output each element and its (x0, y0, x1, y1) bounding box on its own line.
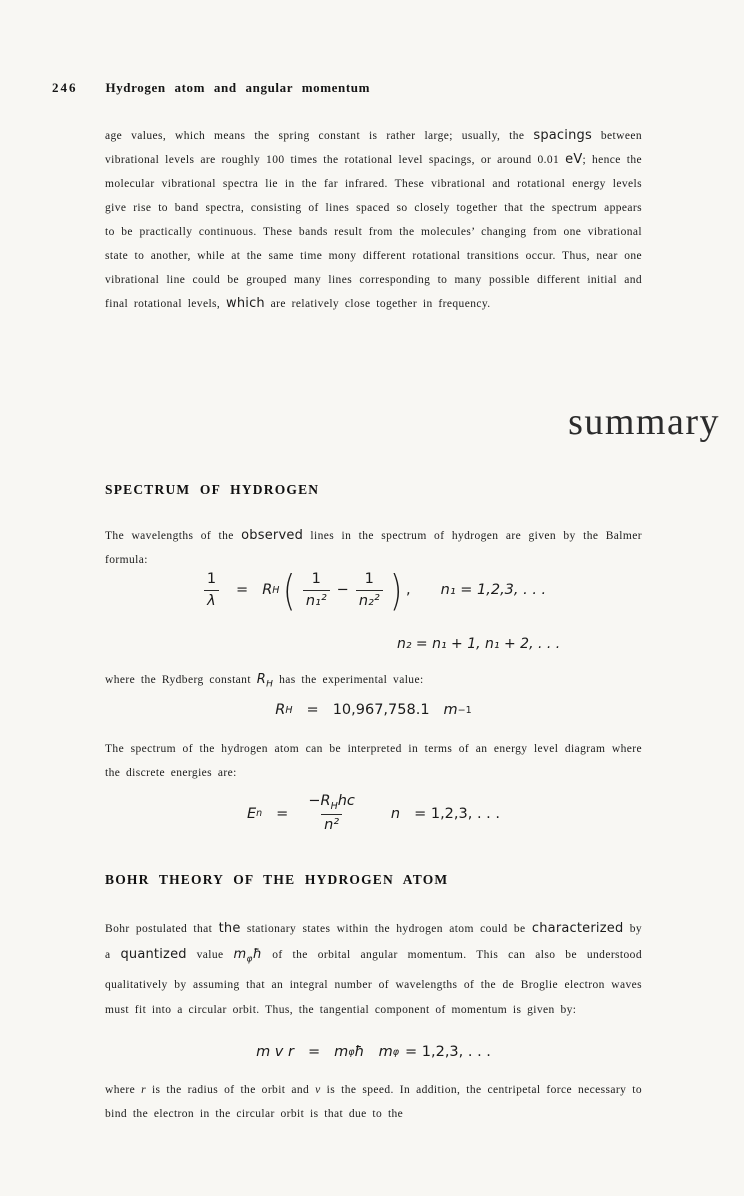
speed-symbol: v (315, 1084, 321, 1096)
closing-text-segment: is the speed. In addition, the centripetal force necessary to bind the electron in the circular orbit is that due to the (105, 1084, 643, 1120)
balmer-condition-1: n₁ = 1,2,3, . . . (440, 582, 547, 599)
minus-sign: − (336, 582, 349, 599)
bohr-text-segment: value (196, 949, 224, 961)
condition-values: = 1,2,3, . . . (405, 1044, 491, 1060)
rydberg-constant-subscript: H (285, 704, 293, 716)
m-symbol: m (334, 1044, 349, 1060)
closing-text-segment: is the radius of the orbit and (151, 1084, 310, 1096)
hbar-symbol: ħ (354, 1044, 365, 1060)
rydberg-paragraph (105, 668, 642, 697)
rydberg-constant-subscript: H (272, 584, 280, 596)
intro-alt-word-spacings: spacings (533, 128, 592, 143)
bohr-text-segment: Bohr postulated that (105, 923, 213, 935)
page-header (52, 80, 652, 96)
rydberg-text-segment: where the Rydberg constant (105, 674, 251, 686)
angular-momentum-inline (233, 947, 263, 965)
intro-text-segment: between vibrational levels are roughly 100 times the rotational level spacings, or around 0.01 (105, 130, 642, 166)
equals-sign: = (306, 702, 319, 718)
close-paren: ) (389, 565, 402, 615)
balmer-equation (105, 565, 642, 615)
bohr-text-segment: by a (105, 923, 643, 961)
spectrum-alt-word-observed: observed (241, 528, 304, 543)
intro-paragraph (105, 124, 642, 316)
open-paren: ( (283, 565, 296, 615)
condition-m-subscript: φ (392, 1046, 399, 1058)
intro-text-segment: ; hence the molecular vibrational spectra lie in the far infrared. These vibrational and rotational energy levels give rise to band spectra, consisting of lines spaced so closely together that the spectrum appears to be practically continuous. These bands result from the molecules’ changing from one vibrational state to another, while at the same time mony different rotational transitions occur. Thus, near one vibrational line could be grouped many lines corresponding to many possible different initial and final rotational levels, (105, 154, 642, 310)
fraction-numerator (305, 792, 358, 814)
unit-exponent: −1 (457, 704, 472, 716)
energy-symbol-subscript: n (256, 808, 263, 820)
radius-symbol: r (141, 1084, 146, 1096)
bohr-text-segment: of the orbital angular momentum. This can also be understood qualitatively by assuming that an integral number of wavelengths of the de Broglie electron waves must fit into a circular orbit. Thus, the tangential component of momentum is given by: (105, 949, 642, 1016)
fraction-one-over-n2-squared (356, 570, 383, 611)
hc-term: hc (337, 793, 355, 809)
equals-sign: = (236, 582, 249, 599)
fraction-numerator: 1 (206, 571, 217, 587)
rydberg-symbol-subscript: H (266, 679, 274, 690)
bohr-alt-word-characterized: characterized (531, 921, 624, 936)
fraction-denominator-n-squared: n² (321, 814, 342, 835)
rydberg-constant-symbol: R (262, 582, 273, 599)
summary-heading: summary (568, 401, 720, 443)
balmer-condition-line2 (105, 636, 642, 652)
fraction-one-over-n1-squared (303, 570, 330, 611)
rydberg-symbol: R (256, 672, 267, 687)
energy-equation (105, 792, 642, 835)
balmer-condition-2: n₂ = n₁ + 1, n₁ + 2, . . . (397, 636, 561, 652)
page-title: Hydrogen atom and angular momentum (105, 80, 371, 95)
m-symbol: m (233, 947, 247, 962)
spectrum-intro-paragraph (105, 524, 642, 572)
spectrum-text-segment: The wavelengths of the (105, 530, 234, 542)
intro-text-segment: age values, which means the spring constant is rather large; usually, the (105, 130, 525, 142)
fraction-energy (305, 792, 358, 835)
fraction-numerator: 1 (364, 571, 374, 587)
rydberg-text-segment: has the experimental value: (279, 674, 424, 686)
energy-condition-n: n (390, 805, 401, 822)
rydberg-symbol-inline (256, 672, 274, 690)
fraction-denominator-n2: n₂² (356, 590, 383, 611)
page-number: 246 (52, 80, 78, 95)
minus-rydberg: −R (308, 793, 331, 809)
fraction-denominator-lambda: λ (204, 590, 219, 611)
intro-alt-word-ev: eV (565, 152, 583, 167)
rydberg-value-equation (105, 702, 642, 718)
fraction-denominator-n1: n₁² (303, 590, 330, 611)
bohr-alt-word-quantized: quantized (120, 947, 187, 962)
energy-symbol: E (246, 805, 257, 822)
bohr-paragraph (105, 916, 642, 1023)
rydberg-subscript: H (330, 800, 338, 812)
condition-m-symbol: m (378, 1044, 393, 1060)
rydberg-constant-symbol: R (275, 702, 286, 718)
energy-paragraph: The spectrum of the hydrogen atom can be interpreted in terms of an energy level diagram where the discrete energies are: (105, 743, 642, 779)
equals-sign: = (307, 1044, 321, 1060)
equals-sign: = (276, 805, 289, 822)
closing-text-segment: where (105, 1084, 136, 1096)
rydberg-value: 10,967,758.1 (332, 702, 430, 718)
closing-paragraph (105, 1078, 642, 1126)
fraction-numerator: 1 (311, 571, 321, 587)
bohr-alt-word-the: the (218, 921, 241, 936)
comma: , (406, 582, 411, 599)
mvr-term: m v r (256, 1044, 294, 1060)
fraction-one-over-lambda (204, 570, 219, 611)
spectrum-section-heading: SPECTRUM OF HYDROGEN (105, 482, 320, 497)
energy-condition-values: = 1,2,3, . . . (414, 805, 501, 822)
bohr-section-heading: BOHR THEORY OF THE HYDROGEN ATOM (105, 872, 449, 887)
momentum-equation (105, 1044, 642, 1060)
hbar-symbol: ħ (252, 947, 263, 962)
intro-text-segment: are relatively close together in frequency. (270, 298, 491, 310)
spectrum-text-segment: lines in the spectrum of hydrogen are given by the Balmer formula: (105, 530, 642, 566)
intro-alt-word-which: which (225, 296, 265, 311)
unit-metre: m (443, 702, 458, 718)
bohr-text-segment: stationary states within the hydrogen atom could be (246, 923, 526, 935)
m-subscript-phi: φ (348, 1046, 355, 1058)
m-subscript-phi: φ (246, 954, 253, 965)
